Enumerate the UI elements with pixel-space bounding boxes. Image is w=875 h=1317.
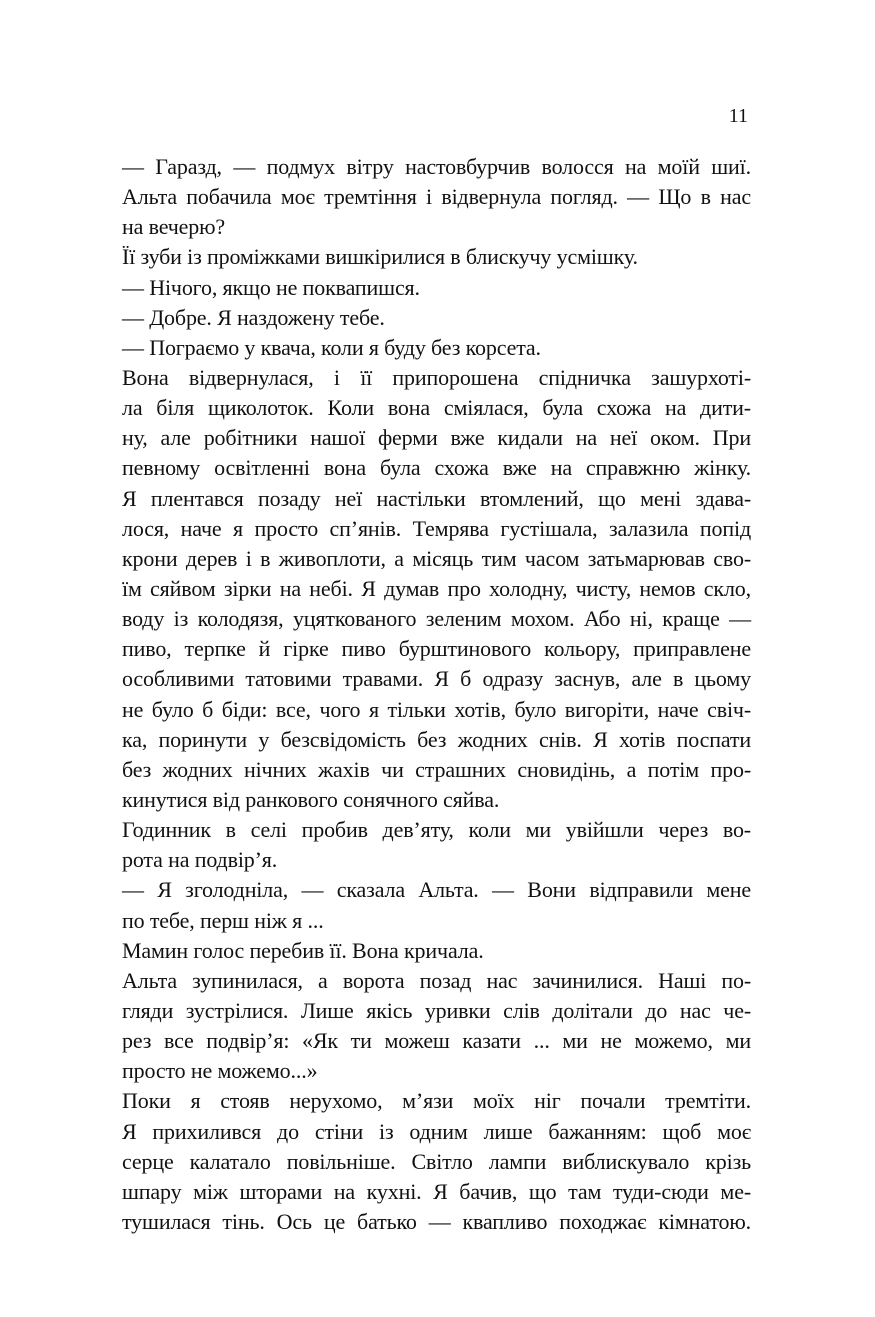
text-line: тушилася тінь. Ось це батько — квапливо походжає кімнатою. bbox=[122, 1208, 751, 1234]
text-line: Я прихилився до стіни із одним лише бажанням: щоб моє bbox=[122, 1118, 751, 1144]
text-line: рота на подвір’я. bbox=[122, 847, 278, 873]
text-line: — Гаразд, — подмух вітру настовбурчив волосся на моїй шиї. bbox=[122, 154, 751, 179]
text-line: лося, наче я просто сп’янів. Темрява густішала, залазила попід bbox=[122, 515, 751, 541]
text-line: на вечерю? bbox=[122, 214, 226, 240]
text-line: — Нічого, якщо не поквапишся. bbox=[122, 274, 420, 300]
text-line: по тебе, перш ніж я ... bbox=[122, 907, 324, 933]
text-line: гляди зустрілися. Лише якісь уривки слів долітали до нас че- bbox=[122, 997, 751, 1023]
text-line: Поки я стояв нерухомо, м’язи моїх ніг почали тремтіти. bbox=[122, 1088, 751, 1114]
text-line: ка, поринути у безсвідомість без жодних снів. Я хотів поспати bbox=[122, 726, 751, 752]
text-line: ну, але робітники нашої ферми вже кидали на неї оком. При bbox=[122, 425, 751, 451]
text-line: — Я зголодніла, — сказала Альта. — Вони відправили мене bbox=[122, 877, 751, 903]
text-line: пиво, терпке й гірке пиво бурштинового кольору, приправлене bbox=[122, 636, 751, 662]
text-line: кинутися від ранкового сонячного сяйва. bbox=[122, 786, 500, 812]
text-line: їм сяйвом зірки на небі. Я думав про холодну, чисту, немов скло, bbox=[122, 575, 751, 601]
text-line: особливими татовими травами. Я б одразу заснув, але в цьому bbox=[122, 666, 751, 692]
text-line: без жодних нічних жахів чи страшних сновидінь, а потім про- bbox=[122, 756, 751, 782]
text-line: Вона відвернулася, і її припорошена спідничка зашурхоті- bbox=[122, 364, 751, 390]
text-line: Її зуби із проміжками вишкірилися в блискучу усмішку. bbox=[122, 244, 638, 270]
text-line: Альта побачила моє тремтіння і відвернула погляд. — Що в нас bbox=[122, 184, 751, 210]
text-line: ла біля щиколоток. Коли вона сміялася, була схожа на дити- bbox=[122, 395, 751, 421]
text-line: — Добре. Я наздожену тебе. bbox=[122, 304, 385, 330]
text-line: Мамин голос перебив її. Вона кричала. bbox=[122, 937, 484, 963]
text-line: Альта зупинилася, а ворота позад нас зачинилися. Наші по- bbox=[122, 967, 751, 993]
text-line: серце калатало повільніше. Світло лампи виблискувало крізь bbox=[122, 1148, 751, 1174]
text-line: рез все подвір’я: «Як ти можеш казати ... ми не можемо, ми bbox=[122, 1028, 751, 1054]
text-line: воду із колодязя, уцяткованого зеленим мохом. Або ні, краще — bbox=[122, 606, 751, 632]
text-line: Я плентався позаду неї настільки втомлений, що мені здава- bbox=[122, 485, 751, 511]
text-line: шпару між шторами на кухні. Я бачив, що там туди-сюди ме- bbox=[122, 1178, 751, 1204]
body-text bbox=[122, 152, 751, 1237]
text-line: певному освітленні вона була схожа вже на справжню жінку. bbox=[122, 455, 751, 481]
text-line: Годинник в селі пробив дев’яту, коли ми увійшли через во- bbox=[122, 817, 751, 843]
text-line: не було б біди: все, чого я тільки хотів, було вигоріти, наче свіч- bbox=[122, 696, 751, 722]
page-number: 11 bbox=[728, 105, 748, 127]
text-line: — Пограємо у квача, коли я буду без корсета. bbox=[122, 334, 541, 360]
text-line: крони дерев і в живоплоти, а місяць тим часом затьмарював сво- bbox=[122, 545, 751, 571]
text-line: просто не можемо...» bbox=[122, 1058, 318, 1084]
